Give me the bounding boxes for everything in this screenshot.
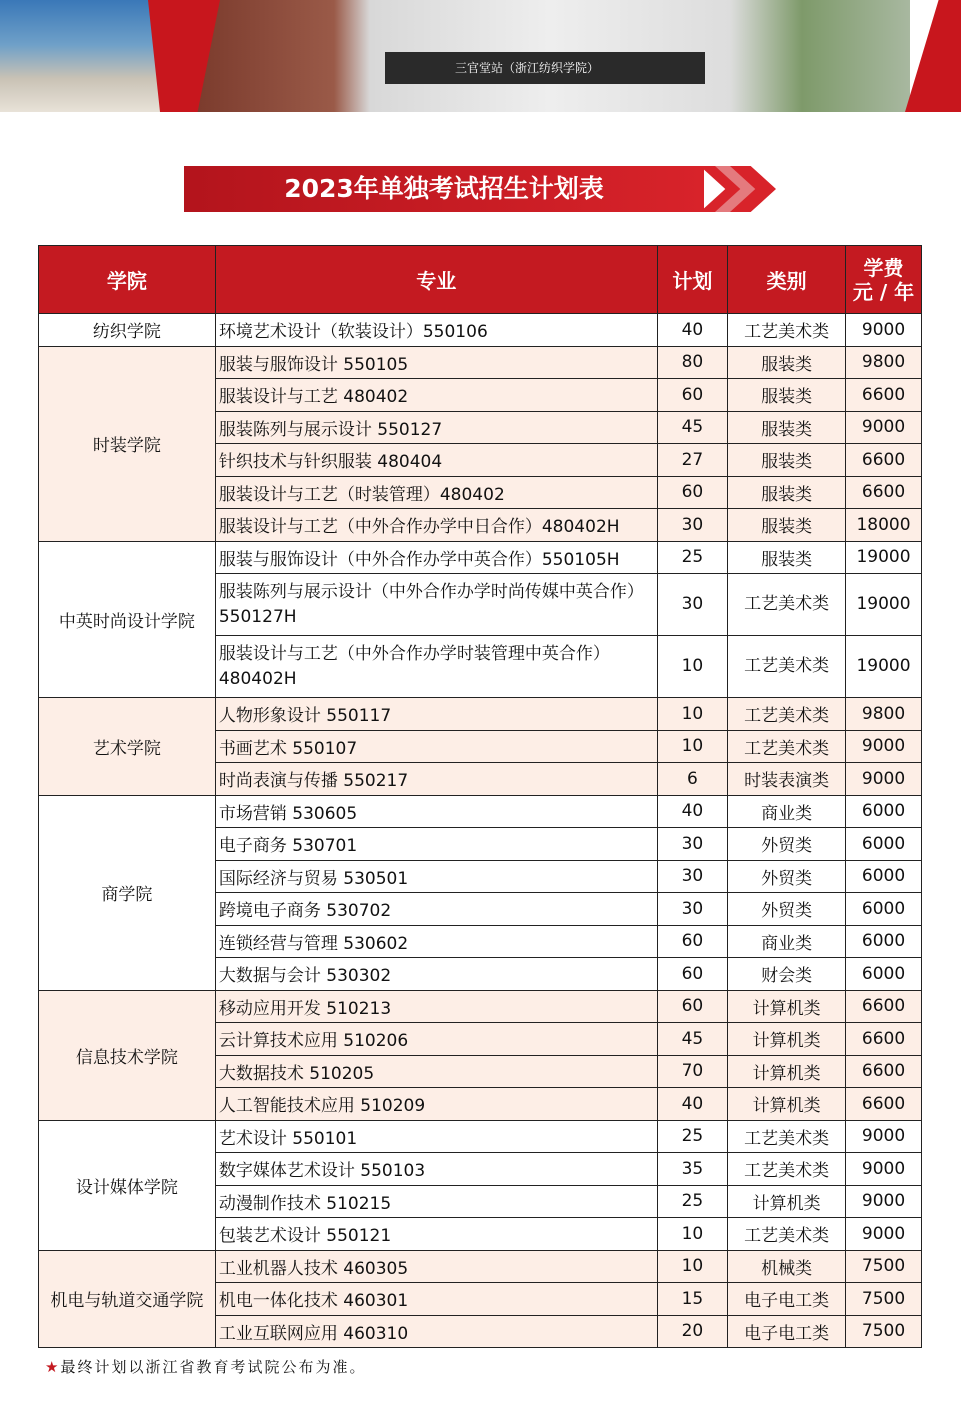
major-cell: 服装陈列与展示设计 550127 <box>215 411 657 444</box>
fee-cell: 7500 <box>846 1283 922 1316</box>
plan-cell: 30 <box>657 574 728 636</box>
college-cell: 中英时尚设计学院 <box>39 541 216 698</box>
plan-cell: 40 <box>657 795 728 828</box>
category-cell: 计算机类 <box>728 1023 846 1056</box>
category-cell: 工艺美术类 <box>728 1218 846 1251</box>
category-cell: 计算机类 <box>728 1088 846 1121</box>
plan-cell: 10 <box>657 1250 728 1283</box>
plan-cell: 40 <box>657 314 728 347</box>
plan-cell: 40 <box>657 1088 728 1121</box>
star-icon: ★ <box>45 1358 61 1376</box>
major-cell: 时尚表演与传播 550217 <box>215 763 657 796</box>
header-fee <box>846 246 922 314</box>
category-cell: 工艺美术类 <box>728 314 846 347</box>
table-row <box>39 1250 922 1283</box>
fee-cell: 7500 <box>846 1250 922 1283</box>
category-cell: 服装类 <box>728 444 846 477</box>
major-cell: 连锁经营与管理 530602 <box>215 925 657 958</box>
footnote-text: 最终计划以浙江省教育考试院公布为准。 <box>60 1358 367 1376</box>
plan-cell: 10 <box>657 730 728 763</box>
header-major: 专业 <box>215 246 657 314</box>
fee-cell: 9000 <box>846 1120 922 1153</box>
station-sign: 三官堂站（浙江纺织学院） <box>385 52 705 84</box>
category-cell: 工艺美术类 <box>728 574 846 636</box>
table-row <box>39 990 922 1023</box>
fee-cell: 19000 <box>846 541 922 574</box>
category-cell: 外贸类 <box>728 893 846 926</box>
college-cell: 设计媒体学院 <box>39 1120 216 1250</box>
college-cell: 信息技术学院 <box>39 990 216 1120</box>
college-cell: 机电与轨道交通学院 <box>39 1250 216 1348</box>
plan-cell: 45 <box>657 1023 728 1056</box>
fee-cell: 6000 <box>846 925 922 958</box>
category-cell: 商业类 <box>728 925 846 958</box>
major-cell: 跨境电子商务 530702 <box>215 893 657 926</box>
category-cell: 时装表演类 <box>728 763 846 796</box>
category-cell: 服装类 <box>728 541 846 574</box>
header-plan: 计划 <box>657 246 728 314</box>
major-cell: 服装设计与工艺（中外合作办学时装管理中英合作）480402H <box>215 636 657 698</box>
plan-cell: 10 <box>657 636 728 698</box>
plan-cell: 30 <box>657 893 728 926</box>
plan-cell: 60 <box>657 958 728 991</box>
table-row <box>39 541 922 574</box>
fee-cell: 18000 <box>846 509 922 542</box>
college-cell: 纺织学院 <box>39 314 216 347</box>
major-cell: 国际经济与贸易 530501 <box>215 860 657 893</box>
red-decoration-right <box>905 0 961 112</box>
major-cell: 服装设计与工艺（中外合作办学中日合作）480402H <box>215 509 657 542</box>
table-row <box>39 698 922 731</box>
fee-cell: 9800 <box>846 346 922 379</box>
plan-cell: 25 <box>657 1185 728 1218</box>
fee-cell: 6600 <box>846 1055 922 1088</box>
category-cell: 服装类 <box>728 411 846 444</box>
fee-cell: 6600 <box>846 990 922 1023</box>
category-cell: 财会类 <box>728 958 846 991</box>
major-cell: 市场营销 530605 <box>215 795 657 828</box>
major-cell: 书画艺术 550107 <box>215 730 657 763</box>
page-title: 2023年单独考试招生计划表 <box>184 166 704 212</box>
plan-cell: 30 <box>657 860 728 893</box>
major-cell: 机电一体化技术 460301 <box>215 1283 657 1316</box>
fee-cell: 6600 <box>846 1088 922 1121</box>
major-cell: 大数据与会计 530302 <box>215 958 657 991</box>
fee-cell: 9800 <box>846 698 922 731</box>
category-cell: 工艺美术类 <box>728 636 846 698</box>
fee-cell: 6000 <box>846 828 922 861</box>
fee-cell: 6600 <box>846 1023 922 1056</box>
plan-cell: 35 <box>657 1153 728 1186</box>
plan-cell: 25 <box>657 541 728 574</box>
major-cell: 数字媒体艺术设计 550103 <box>215 1153 657 1186</box>
fee-cell: 9000 <box>846 314 922 347</box>
category-cell: 服装类 <box>728 346 846 379</box>
plan-cell: 30 <box>657 828 728 861</box>
fee-cell: 6600 <box>846 379 922 412</box>
category-cell: 工艺美术类 <box>728 698 846 731</box>
category-cell: 机械类 <box>728 1250 846 1283</box>
plan-cell: 60 <box>657 379 728 412</box>
header-fee-line2: 元 / 年 <box>852 279 915 304</box>
category-cell: 服装类 <box>728 379 846 412</box>
major-cell: 电子商务 530701 <box>215 828 657 861</box>
fee-cell: 9000 <box>846 763 922 796</box>
major-cell: 动漫制作技术 510215 <box>215 1185 657 1218</box>
fee-cell: 6000 <box>846 860 922 893</box>
fee-cell: 6000 <box>846 795 922 828</box>
fee-cell: 19000 <box>846 636 922 698</box>
category-cell: 商业类 <box>728 795 846 828</box>
fee-cell: 6600 <box>846 444 922 477</box>
header-fee-line1: 学费 <box>863 255 904 280</box>
plan-cell: 27 <box>657 444 728 477</box>
category-cell: 电子电工类 <box>728 1315 846 1348</box>
major-cell: 人工智能技术应用 510209 <box>215 1088 657 1121</box>
fee-cell: 6600 <box>846 476 922 509</box>
plan-cell: 20 <box>657 1315 728 1348</box>
plan-cell: 10 <box>657 1218 728 1251</box>
category-cell: 工艺美术类 <box>728 1120 846 1153</box>
fee-cell: 6000 <box>846 893 922 926</box>
college-cell: 时装学院 <box>39 346 216 541</box>
category-cell: 外贸类 <box>728 860 846 893</box>
category-cell: 计算机类 <box>728 1185 846 1218</box>
plan-cell: 80 <box>657 346 728 379</box>
fee-cell: 9000 <box>846 1185 922 1218</box>
fee-cell: 7500 <box>846 1315 922 1348</box>
major-cell: 服装陈列与展示设计（中外合作办学时尚传媒中英合作）550127H <box>215 574 657 636</box>
major-cell: 人物形象设计 550117 <box>215 698 657 731</box>
major-cell: 艺术设计 550101 <box>215 1120 657 1153</box>
category-cell: 工艺美术类 <box>728 1153 846 1186</box>
major-cell: 环境艺术设计（软装设计）550106 <box>215 314 657 347</box>
major-cell: 移动应用开发 510213 <box>215 990 657 1023</box>
major-cell: 服装与服饰设计 550105 <box>215 346 657 379</box>
category-cell: 计算机类 <box>728 990 846 1023</box>
major-cell: 服装与服饰设计（中外合作办学中英合作）550105H <box>215 541 657 574</box>
plan-cell: 60 <box>657 476 728 509</box>
category-cell: 电子电工类 <box>728 1283 846 1316</box>
fee-cell: 6000 <box>846 958 922 991</box>
fee-cell: 9000 <box>846 1218 922 1251</box>
footnote <box>45 1356 366 1377</box>
plan-cell: 15 <box>657 1283 728 1316</box>
college-cell: 艺术学院 <box>39 698 216 796</box>
college-cell: 商学院 <box>39 795 216 990</box>
plan-cell: 70 <box>657 1055 728 1088</box>
fee-cell: 9000 <box>846 1153 922 1186</box>
category-cell: 服装类 <box>728 476 846 509</box>
major-cell: 包装艺术设计 550121 <box>215 1218 657 1251</box>
campus-photo-left <box>0 0 160 112</box>
category-cell: 计算机类 <box>728 1055 846 1088</box>
category-cell: 外贸类 <box>728 828 846 861</box>
fee-cell: 9000 <box>846 730 922 763</box>
header-category: 类别 <box>728 246 846 314</box>
table-row <box>39 314 922 347</box>
major-cell: 工业机器人技术 460305 <box>215 1250 657 1283</box>
plan-cell: 30 <box>657 509 728 542</box>
major-cell: 服装设计与工艺（时装管理）480402 <box>215 476 657 509</box>
table-row <box>39 1120 922 1153</box>
fee-cell: 9000 <box>846 411 922 444</box>
plan-cell: 60 <box>657 990 728 1023</box>
fee-cell: 19000 <box>846 574 922 636</box>
plan-cell: 10 <box>657 698 728 731</box>
plan-cell: 60 <box>657 925 728 958</box>
plan-cell: 45 <box>657 411 728 444</box>
table-row <box>39 795 922 828</box>
category-cell: 工艺美术类 <box>728 730 846 763</box>
major-cell: 服装设计与工艺 480402 <box>215 379 657 412</box>
table-header <box>39 246 922 314</box>
category-cell: 服装类 <box>728 509 846 542</box>
major-cell: 工业互联网应用 460310 <box>215 1315 657 1348</box>
enrollment-plan-table <box>38 245 922 1348</box>
major-cell: 针织技术与针织服装 480404 <box>215 444 657 477</box>
header-college: 学院 <box>39 246 216 314</box>
table-row <box>39 346 922 379</box>
major-cell: 大数据技术 510205 <box>215 1055 657 1088</box>
major-cell: 云计算技术应用 510206 <box>215 1023 657 1056</box>
plan-cell: 6 <box>657 763 728 796</box>
plan-cell: 25 <box>657 1120 728 1153</box>
